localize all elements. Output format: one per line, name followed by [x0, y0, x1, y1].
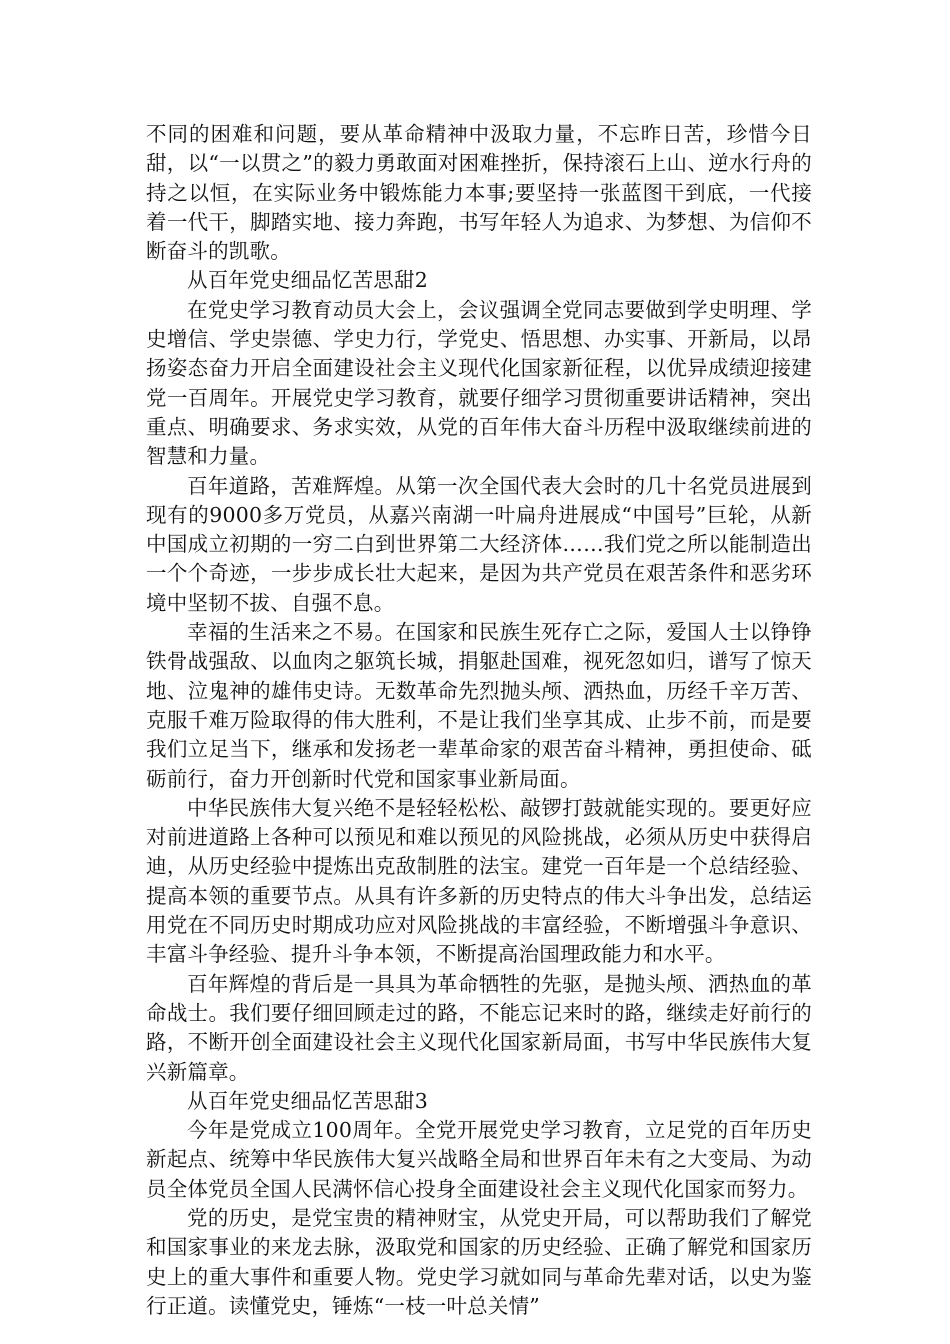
paragraph: 中华民族伟大复兴绝不是轻轻松松、敲锣打鼓就能实现的。要更好应对前进道路上各种可以预见和难以预见的风险挑战，必须从历史中获得启迪，从历史经验中提炼出克敌制胜的法宝。建党一百年是一个总结经验、提高本领的重要节点。从具有许多新的历史特点的伟大斗争出发，总结运用党在不同历史时期成功应对风险挑战的丰富经验，不断增强斗争意识、丰富斗争经验、提升斗争本领，不断提高治国理政能力和水平。: [146, 795, 812, 967]
paragraph: 今年是党成立100周年。全党开展党史学习教育，立足党的百年历史新起点、统筹中华民族伟大复兴战略全局和世界百年未有之大变局、为动员全体党员全国人民满怀信心投身全面建设社会主义现代化国家而努力。: [146, 1118, 812, 1201]
paragraph: 百年辉煌的背后是一具具为革命牺牲的先驱，是抛头颅、洒热血的革命战士。我们要仔细回顾走过的路，不能忘记来时的路，继续走好前行的路，不断开创全面建设社会主义现代化国家新局面，书写中华民族伟大复兴新篇章。: [146, 971, 812, 1084]
section-heading: 从百年党史细品忆苦思甜2: [187, 268, 428, 293]
paragraph: 在党史学习教育动员大会上，会议强调全党同志要做到学史明理、学史增信、学史崇德、学史力行，学党史、悟思想、办实事、开新局，以昂扬姿态奋力开启全面建设社会主义现代化国家新征程，以优异成绩迎接建党一百周年。开展党史学习教育，就要仔细学习贯彻重要讲话精神，突出重点、明确要求、务求实效，从党的百年伟大奋斗历程中汲取继续前进的智慧和力量。: [146, 297, 812, 469]
document-body: [146, 120, 812, 1321]
paragraph-continuation: 不同的困难和问题，要从革命精神中汲取力量，不忘昨日苦，珍惜今日甜，以“一以贯之”的毅力勇敢面对困难挫折，保持滚石上山、逆水行舟的持之以恒，在实际业务中锻炼能力本事;要坚持一张蓝图干到底，一代接着一代干，脚踏实地、接力奔跑，书写年轻人为追求、为梦想、为信仰不断奋斗的凯歌。: [146, 122, 812, 264]
paragraph: 幸福的生活来之不易。在国家和民族生死存亡之际，爱国人士以铮铮铁骨战强敌、以血肉之躯筑长城，捐躯赴国难，视死忽如归，谱写了惊天地、泣鬼神的雄伟史诗。无数革命先烈抛头颅、洒热血，历经千辛万苦、克服千难万险取得的伟大胜利，不是让我们坐享其成、止步不前，而是要我们立足当下，继承和发扬老一辈革命家的艰苦奋斗精神，勇担使命、砥砺前行，奋力开创新时代党和国家事业新局面。: [146, 620, 812, 791]
paragraph: 百年道路，苦难辉煌。从第一次全国代表大会时的几十名党员进展到现有的9000多万党员，从嘉兴南湖一叶扁舟进展成“中国号”巨轮，从新中国成立初期的一穷二白到世界第二大经济体……我们党之所以能制造出一个个奇迹，一步步成长壮大起来，是因为共产党员在艰苦条件和恶劣环境中坚韧不拔、自强不息。: [146, 473, 812, 615]
section-heading: 从百年党史细品忆苦思甜3: [187, 1088, 428, 1113]
paragraph: 党的历史，是党宝贵的精神财宝，从党史开局，可以帮助我们了解党和国家事业的来龙去脉，汲取党和国家的历史经验、正确了解党和国家历史上的重大事件和重要人物。党史学习就如同与革命先辈对话，以史为鉴行正道。读懂党史，锤炼“一枝一叶总关情”: [146, 1205, 812, 1318]
